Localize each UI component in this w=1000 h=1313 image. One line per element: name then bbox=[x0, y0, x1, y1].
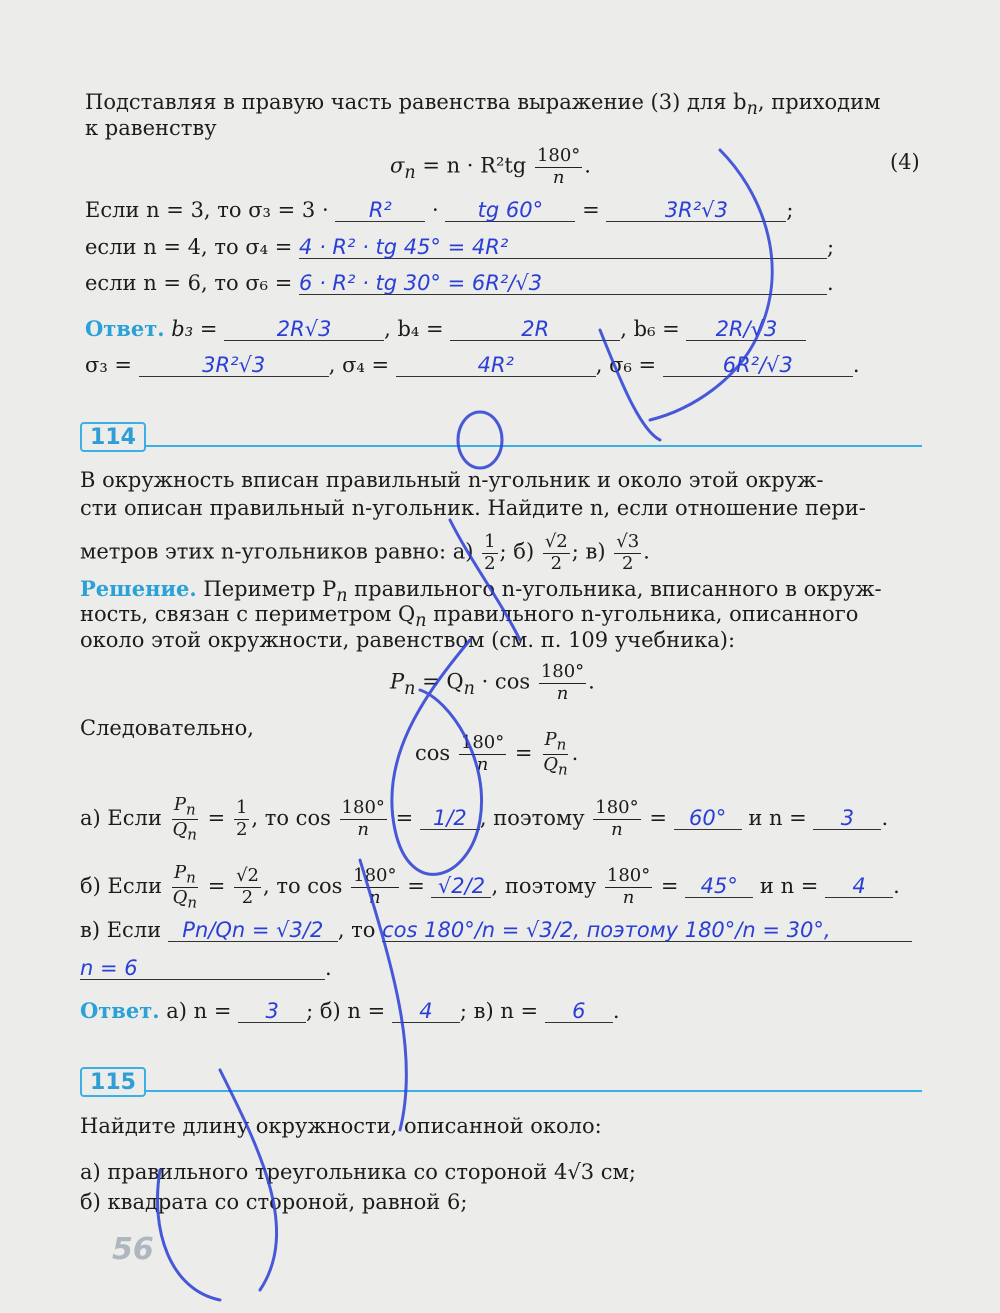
answer-113-end: . bbox=[852, 353, 860, 377]
ratio-b-label: ; б) bbox=[499, 539, 535, 564]
hw-s6: 6R²/√3 bbox=[722, 353, 793, 377]
ratio-end: . bbox=[643, 539, 650, 564]
case-b-pq: $\frac{P_n}{Q_n}$ bbox=[172, 862, 198, 912]
row-n3-label: Если n = 3, то σ₃ = 3 · bbox=[85, 198, 329, 222]
case-b-label: б) Если bbox=[80, 873, 162, 898]
ratio-a: $\frac{1}{2}$ bbox=[484, 531, 496, 574]
task-114-statement-2 bbox=[80, 498, 866, 519]
cos-label: cos bbox=[415, 740, 451, 765]
intro-text-2: к равенству bbox=[85, 116, 217, 140]
hw-sigma4: 4 · R² · tg 45° = 4R² bbox=[299, 235, 509, 259]
row-n4-end: ; bbox=[827, 235, 835, 259]
row-n6-label: если n = 6, то σ₆ = bbox=[85, 271, 293, 295]
hw-tg60: tg 60° bbox=[477, 198, 544, 222]
hw-case-c-2: cos 180°/n = √3/2, поэтому 180°/n = 30°, bbox=[382, 918, 831, 942]
answer-114-end: . bbox=[612, 999, 620, 1023]
case-b-eq3: = bbox=[660, 873, 679, 898]
formula-cos-ratio: cos $\frac{180^\circ}{n}$ = $\frac{P_n}{Q_n}$ . bbox=[415, 729, 579, 779]
case-a-then: , то cos bbox=[251, 805, 331, 830]
case-b-so: , поэтому bbox=[491, 873, 597, 898]
hw-s3: 3R²√3 bbox=[202, 353, 266, 377]
case-b-eq: = bbox=[207, 873, 226, 898]
intro-line-2 bbox=[85, 118, 217, 139]
task-115-item-b: б) квадрата со стороной, равной 6; bbox=[80, 1190, 468, 1214]
answer-s4-label: , σ₄ = bbox=[328, 353, 390, 377]
ratio-c-label: ; в) bbox=[571, 539, 606, 564]
hw-b3: 2R√3 bbox=[276, 317, 332, 341]
formula-fraction: $\frac{180^\circ}{n}$ bbox=[536, 145, 581, 188]
case-a-eq3: = bbox=[649, 805, 667, 830]
case-a-eq: = bbox=[207, 805, 226, 830]
hw-case-a-1: 1/2 bbox=[432, 805, 467, 830]
row-n6 bbox=[85, 273, 834, 295]
answer-b3-label: b₃ = bbox=[171, 317, 218, 341]
formula-eq-q: = Q bbox=[422, 669, 464, 694]
hw-3r2sqrt3: 3R²√3 bbox=[664, 198, 728, 222]
case-a bbox=[80, 795, 888, 844]
solution-text-3: около этой окружности, равенством (см. п. 109 учебника): bbox=[80, 628, 736, 652]
case-a-value: $\frac{1}{2}$ bbox=[235, 797, 248, 840]
answer-s3-label: σ₃ = bbox=[85, 353, 133, 377]
hw-case-b-1: √2/2 bbox=[437, 873, 486, 898]
hw-answer-a: 3 bbox=[265, 999, 279, 1023]
row-n3-eq: = bbox=[582, 198, 600, 222]
task-115-number: 115 bbox=[80, 1067, 146, 1097]
statement-line-3: метров этих n-угольников равно: а) bbox=[80, 539, 474, 564]
scribble-loop-small bbox=[458, 412, 502, 468]
case-b-end: . bbox=[893, 873, 900, 898]
row-n6-end: . bbox=[827, 271, 834, 295]
case-a-cos-frac: $\frac{180^\circ}{n}$ bbox=[341, 797, 385, 840]
hw-case-b-2: 45° bbox=[700, 873, 738, 898]
task-114-statement-1 bbox=[80, 470, 823, 491]
case-b-then: , то cos bbox=[262, 873, 343, 898]
answer-s6-label: , σ₆ = bbox=[595, 353, 657, 377]
intro-text: Подставляя в правую часть равенства выражение (3) для b bbox=[85, 90, 747, 114]
hw-s4: 4R² bbox=[477, 353, 514, 377]
pq-fraction: $\frac{P_n}{Q_n}$ bbox=[543, 729, 568, 779]
case-b-and: и n = bbox=[759, 873, 819, 898]
case-c bbox=[80, 920, 912, 942]
hw-r2: R² bbox=[368, 198, 392, 222]
answer-b6-label: , b₆ = bbox=[620, 317, 680, 341]
case-c-label: в) Если bbox=[80, 918, 162, 942]
formula-lhs: σ bbox=[390, 153, 405, 178]
case-a-so: , поэтому bbox=[479, 805, 585, 830]
task-115-rule bbox=[80, 1090, 922, 1092]
case-a-end: . bbox=[881, 805, 889, 830]
solution-text-1: Периметр P bbox=[203, 577, 337, 601]
task-114-number: 114 bbox=[80, 422, 146, 452]
ratio-b: $\frac{√2}{2}$ bbox=[544, 531, 568, 574]
hw-case-c-1: Pn/Qn = √3/2 bbox=[182, 918, 324, 942]
solution-label: Решение. bbox=[80, 576, 197, 601]
case-b-value: $\frac{√2}{2}$ bbox=[236, 865, 259, 908]
solution-line-2: ность, связан с периметром $Q_n$ правильного n-угольника, описанного bbox=[80, 602, 859, 632]
answer-b-label: ; б) n = bbox=[306, 999, 386, 1023]
answer-label: Ответ. bbox=[85, 316, 165, 341]
row-n4 bbox=[85, 237, 834, 259]
case-b-eq2: = bbox=[407, 873, 425, 898]
formula-tag: (4) bbox=[890, 150, 920, 174]
hw-answer-c: 6 bbox=[572, 999, 586, 1023]
statement-line-1: В окружность вписан правильный n-угольник и около этой окруж- bbox=[80, 468, 824, 492]
hw-sigma6: 6 · R² · tg 30° = 6R²/√3 bbox=[299, 271, 543, 295]
hw-answer-b: 4 bbox=[419, 999, 433, 1023]
cos-ratio-fraction: $\frac{180^\circ}{n}$ bbox=[460, 732, 505, 775]
case-c-then: , то bbox=[337, 918, 376, 942]
row-n4-label: если n = 4, то σ₄ = bbox=[85, 235, 293, 259]
hw-case-a-3: 3 bbox=[840, 805, 855, 830]
answer-114 bbox=[80, 1000, 620, 1023]
solution-text-2: ность, связан с периметром Q bbox=[80, 602, 416, 626]
hw-case-c-3: n = 6 bbox=[80, 956, 138, 980]
solution-line-1: Решение. Периметр $P_n$ правильного n-угольника, вписанного в окруж- bbox=[80, 576, 882, 607]
formula-rhs: = n · R²tg bbox=[422, 153, 527, 178]
solution-text-2b: правильного n-угольника, описанного bbox=[433, 602, 859, 626]
case-c-end: . bbox=[325, 956, 332, 980]
solution-line-3 bbox=[80, 630, 735, 651]
case-a-eq2: = bbox=[395, 805, 414, 830]
task-115-statement: Найдите длину окружности, описанной около: bbox=[80, 1114, 602, 1138]
formula-cos: · cos bbox=[481, 669, 531, 694]
task-114-statement-3 bbox=[80, 532, 650, 574]
show-through-text bbox=[820, 118, 826, 140]
therefore: Следовательно, bbox=[80, 716, 254, 740]
case-c-cont bbox=[80, 958, 332, 980]
answer-c-label: ; в) n = bbox=[459, 999, 539, 1023]
hw-b6: 2R/√3 bbox=[715, 317, 778, 341]
formula-4: $\sigma_n = n \cdot R^2tg$ $\frac{180^\circ}{n}$ . bbox=[390, 145, 591, 188]
case-a-pq: $\frac{P_n}{Q_n}$ bbox=[172, 794, 197, 844]
case-a-so-frac: $\frac{180^\circ}{n}$ bbox=[595, 797, 639, 840]
row-n3 bbox=[85, 200, 793, 222]
answer-b4-label: , b₄ = bbox=[384, 317, 444, 341]
case-b bbox=[80, 863, 900, 912]
case-b-cos-frac: $\frac{180^\circ}{n}$ bbox=[353, 865, 397, 908]
solution-text-1b: правильного n-угольника, вписанного в окруж- bbox=[354, 577, 882, 601]
case-a-and: и n = bbox=[748, 805, 807, 830]
intro-sub: n bbox=[746, 99, 758, 120]
hw-b4: 2R bbox=[521, 317, 550, 341]
statement-line-2: сти описан правильный n-угольник. Найдите n, если отношение пери- bbox=[80, 496, 866, 520]
row-n3-dot: · bbox=[432, 198, 439, 222]
answer-114-label: Ответ. bbox=[80, 998, 160, 1023]
formula-p: P bbox=[390, 669, 405, 694]
answer-113-line-2 bbox=[85, 355, 860, 377]
hw-case-a-2: 60° bbox=[689, 805, 727, 830]
formula-perimeter: $P_n = Q_n \cdot \cos$ $\frac{180^\circ}{n}$ . bbox=[390, 661, 595, 704]
intro-line-1 bbox=[85, 92, 880, 119]
ratio-c: $\frac{√3}{2}$ bbox=[616, 531, 640, 574]
answer-113-line-1 bbox=[85, 318, 806, 341]
cos-ratio-eq: = bbox=[514, 740, 533, 765]
formula-cos-fraction: $\frac{180^\circ}{n}$ bbox=[540, 661, 585, 704]
task-115-item-a: а) правильного треугольника со стороной 4√3 см; bbox=[80, 1160, 636, 1184]
intro-end: , приходим bbox=[757, 90, 881, 114]
row-n3-end: ; bbox=[786, 198, 794, 222]
answer-a-label: а) n = bbox=[166, 999, 232, 1023]
page-number: 56 bbox=[112, 1232, 154, 1267]
case-b-so-frac: $\frac{180^\circ}{n}$ bbox=[606, 865, 651, 908]
hw-case-b-3: 4 bbox=[852, 873, 866, 898]
scribble-stroke-1 bbox=[600, 330, 660, 440]
case-a-label: а) Если bbox=[80, 805, 162, 830]
task-114-rule bbox=[80, 445, 922, 447]
